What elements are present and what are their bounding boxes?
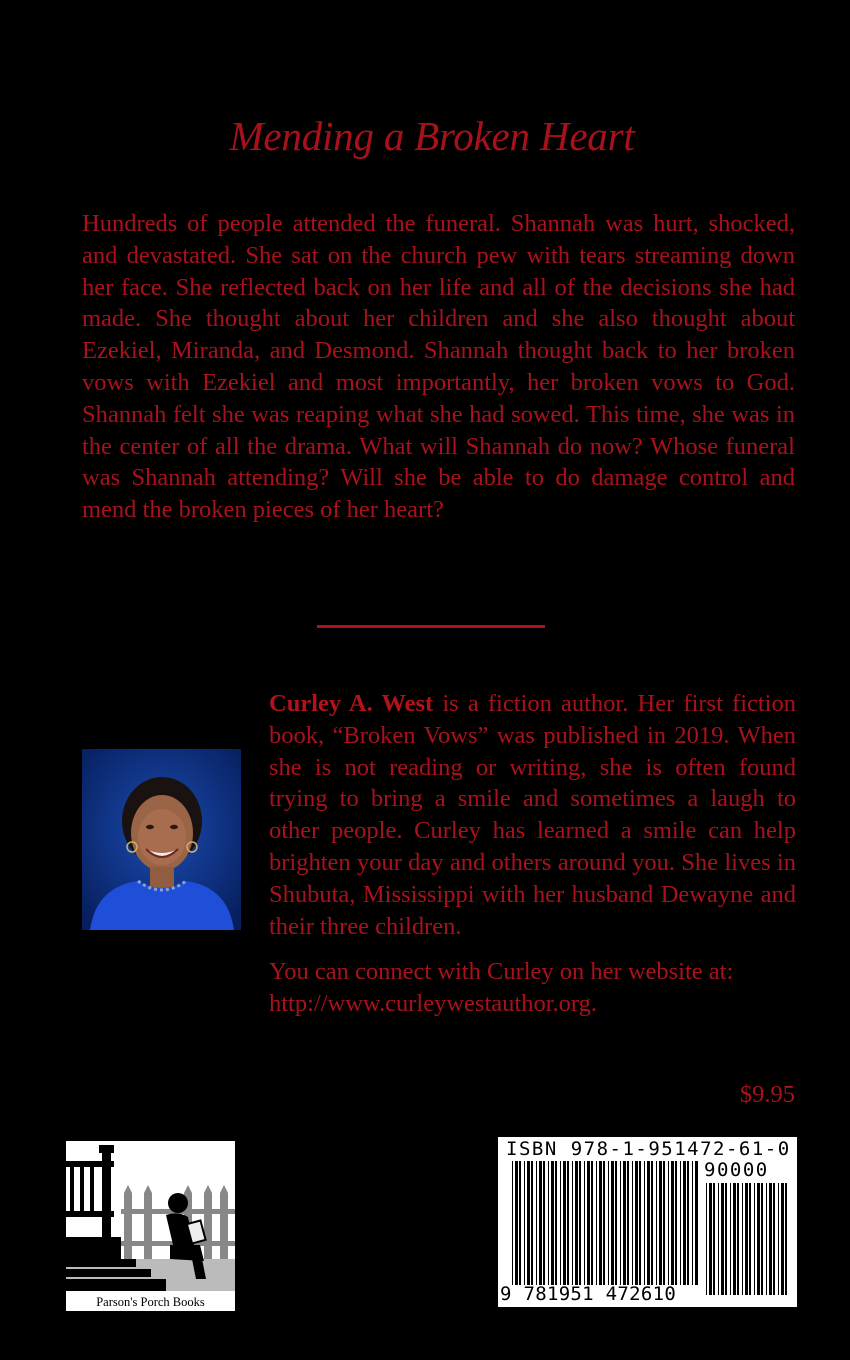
author-bio-block [269,688,796,1034]
book-title: Mending a Broken Heart [229,113,635,159]
author-bio-text: is a fiction author. Her first fiction book, “Broken Vows” was published in 2019. When she is not reading or writing, she is often found trying to bring a smile and sometimes a laugh to other people. Curley has learned a smile can help brighten your day and others around you. She lives in Shubuta, Mississippi with her husband Dewayne and their three children. [269,690,796,940]
isbn-barcode [498,1137,797,1307]
book-blurb: Hundreds of people attended the funeral. Shannah was hurt, shocked, and devastated. She sat on the church pew with tears streaming down her face. She reflected back on her life and all of the decisions she had made. She thought about her children and she also thought about Ezekiel, Miranda, and Desmond. Shannah thought back to her broken vows with Ezekiel and most importantly, her broken vows to God. Shannah felt she was reaping what she had sowed. This time, she was in the center of all the drama. What will Shannah do now? Whose funeral was Shannah attending? Will she be able to do damage control and mend the broken pieces of her heart? [82,210,795,524]
barcode-digits: 9 781951 472610 [500,1283,677,1305]
publisher-name: Parson's Porch Books [96,1295,205,1309]
book-price: $9.95 [739,1081,795,1108]
author-name: Curley A. West [269,690,434,717]
isbn-number: ISBN 978-1-951472-61-0 [506,1138,791,1160]
barcode-bars [498,1137,797,1307]
divider-rule [317,625,545,628]
barcode-price-code: 90000 [704,1159,769,1181]
publisher-logo [66,1141,235,1311]
author-photo [82,749,241,930]
author-contact: You can connect with Curley on her website at: http://www.curleywestauthor.org. [269,958,734,1018]
